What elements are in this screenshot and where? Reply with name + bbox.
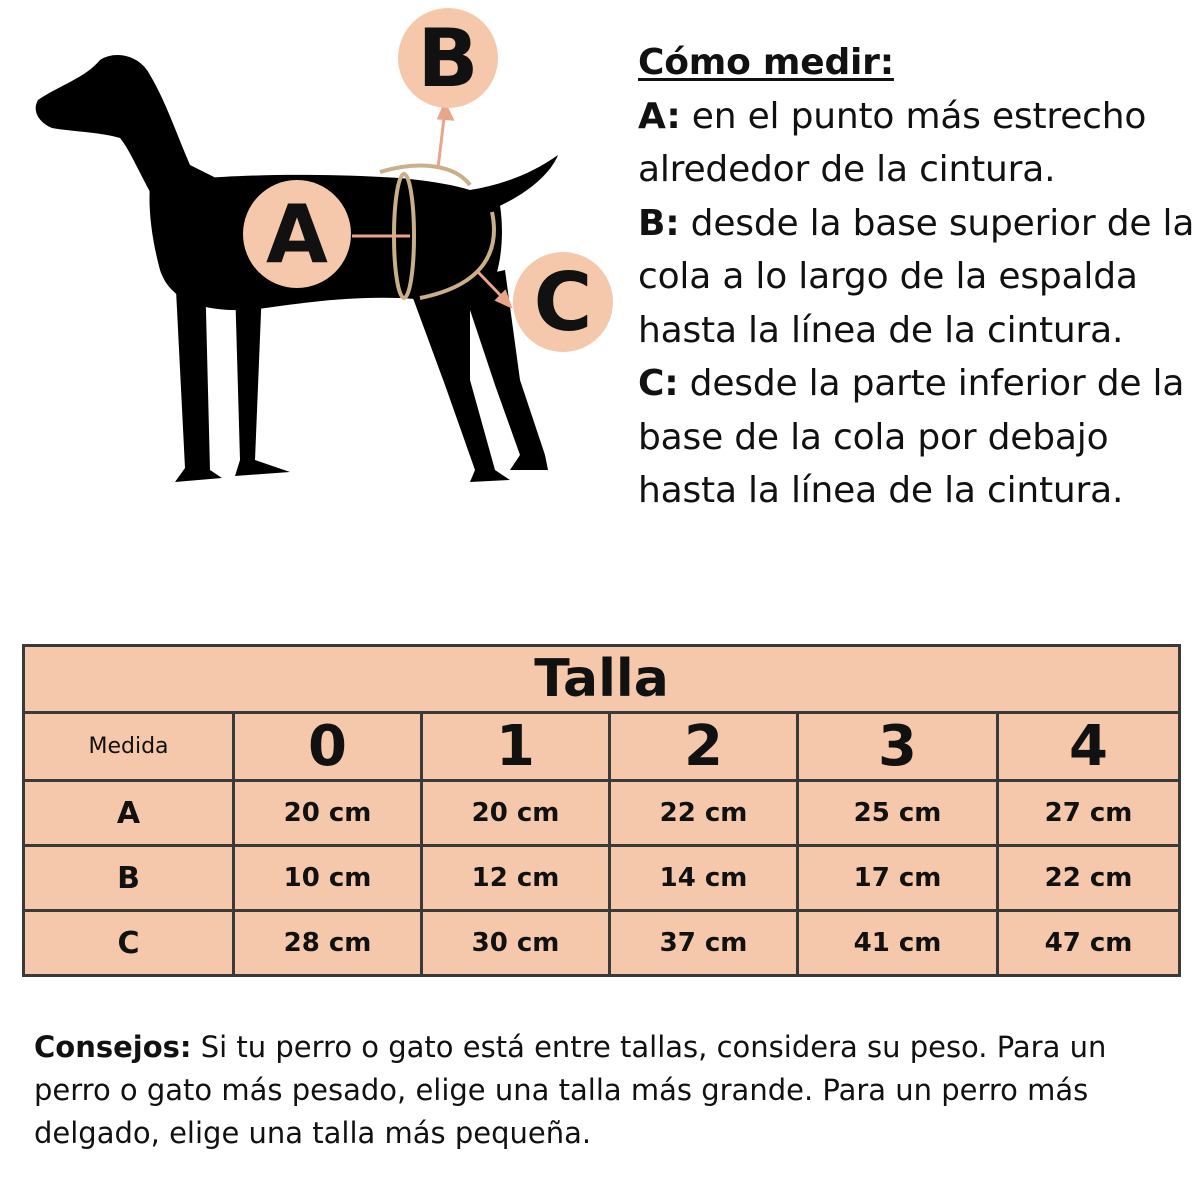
table-cell: 14 cm [610, 846, 798, 911]
table-cell: 37 cm [610, 911, 798, 976]
how-to-title: Cómo medir: [638, 42, 894, 83]
table-cell: 28 cm [234, 911, 422, 976]
instruction-a [638, 90, 1198, 197]
instruction-c-text: desde la parte inferior de la base de la cola por debajo hasta la línea de la cintura. [638, 363, 1185, 511]
row-label-c: C [24, 911, 234, 976]
table-row-c [24, 911, 1180, 976]
size-chart-table [22, 644, 1181, 977]
table-cell: 22 cm [610, 781, 798, 846]
table-cell: 20 cm [422, 781, 610, 846]
row-label-b: B [24, 846, 234, 911]
table-cell: 47 cm [998, 911, 1180, 976]
label-c-badge [513, 252, 613, 352]
size-header-1: 1 [422, 713, 610, 781]
table-cell: 12 cm [422, 846, 610, 911]
table-cell: 10 cm [234, 846, 422, 911]
how-to-measure [638, 36, 1198, 518]
table-cell: 30 cm [422, 911, 610, 976]
size-header-0: 0 [234, 713, 422, 781]
tips-label: Consejos: [34, 1030, 192, 1064]
table-row-a [24, 781, 1180, 846]
table-cell: 20 cm [234, 781, 422, 846]
size-header-3: 3 [798, 713, 998, 781]
instruction-b-text: desde la base superior de la cola a lo largo de la espalda hasta la línea de la cintura. [638, 202, 1195, 351]
size-header-2: 2 [610, 713, 798, 781]
table-cell: 22 cm [998, 846, 1180, 911]
instruction-a-key: A: [638, 95, 681, 137]
row-label-a: A [24, 781, 234, 846]
instruction-a-text: en el punto más estrecho alrededor de la cintura. [638, 95, 1147, 190]
label-b-badge [398, 8, 498, 108]
table-header-row [24, 713, 1180, 781]
dog-measurement-diagram [0, 0, 630, 530]
table-cell: 41 cm [798, 911, 998, 976]
instruction-b-key: B: [638, 202, 680, 244]
label-a-badge [243, 180, 351, 288]
size-header-4: 4 [998, 713, 1180, 781]
table-cell: 27 cm [998, 781, 1180, 846]
table-cell: 17 cm [798, 846, 998, 911]
tips-paragraph [34, 1026, 1174, 1155]
instruction-b [638, 197, 1198, 358]
measure-header: Medida [24, 713, 234, 781]
svg-text:C: C [533, 256, 593, 349]
tips-text: Si tu perro o gato está entre tallas, considera su peso. Para un perro o gato más pesado, elige una talla más grande. Para un perro más delgado, elige una talla más pequeña. [34, 1030, 1107, 1150]
size-title: Talla [24, 646, 1180, 713]
table-row-b [24, 846, 1180, 911]
instruction-c [638, 357, 1198, 518]
svg-text:B: B [417, 12, 479, 105]
table-cell: 25 cm [798, 781, 998, 846]
svg-text:A: A [266, 188, 328, 281]
table-title-row [24, 646, 1180, 713]
instruction-c-key: C: [638, 363, 679, 404]
